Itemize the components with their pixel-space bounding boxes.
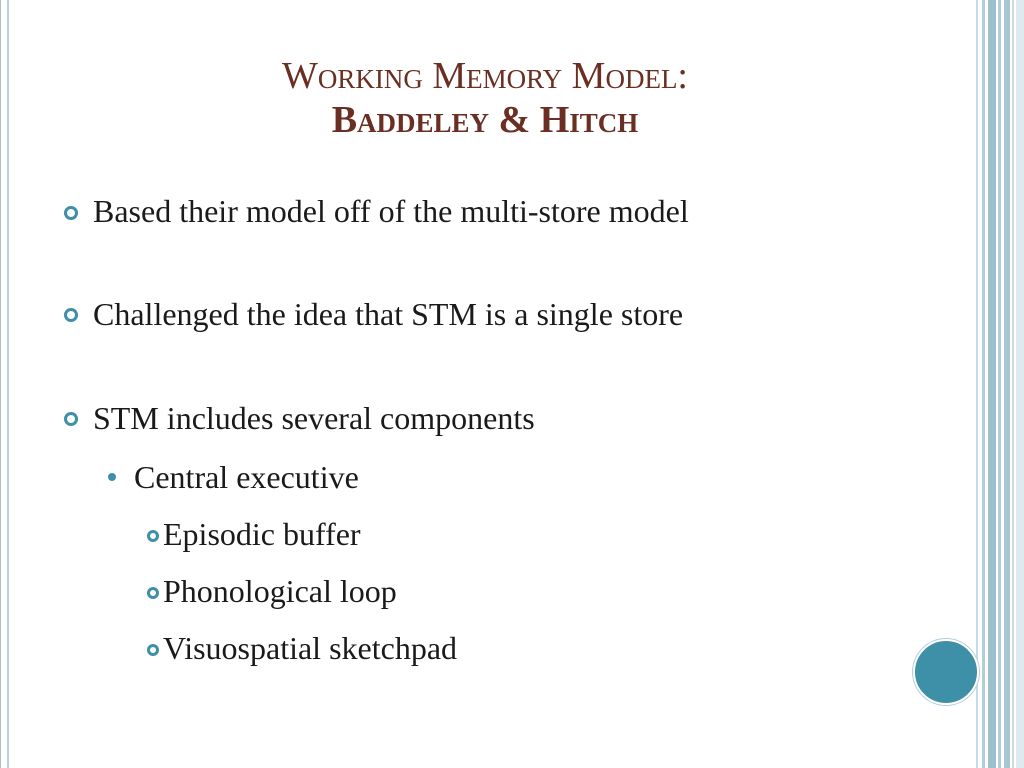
- title-line-2: Baddeley & Hitch: [331, 99, 639, 141]
- list-item: Episodic buffer: [163, 516, 361, 552]
- list-item: Phonological loop: [163, 573, 397, 609]
- list-item: Based their model off of the multi-store model: [93, 193, 689, 229]
- ring-bullet-icon: [147, 587, 159, 599]
- ring-bullet-icon: [64, 206, 78, 220]
- ring-bullet-icon: [64, 412, 78, 426]
- title-line-1: Working Memory Model:: [282, 55, 688, 97]
- dot-bullet-icon: [108, 473, 116, 481]
- ring-bullet-icon: [147, 644, 159, 656]
- list-item: Challenged the idea that STM is a single store: [93, 296, 684, 332]
- ring-bullet-icon: [147, 530, 159, 542]
- list-item: Central executive: [134, 459, 359, 495]
- list-item: Visuospatial sketchpad: [163, 630, 458, 666]
- ring-bullet-icon: [64, 308, 78, 322]
- list-item: STM includes several components: [93, 400, 535, 436]
